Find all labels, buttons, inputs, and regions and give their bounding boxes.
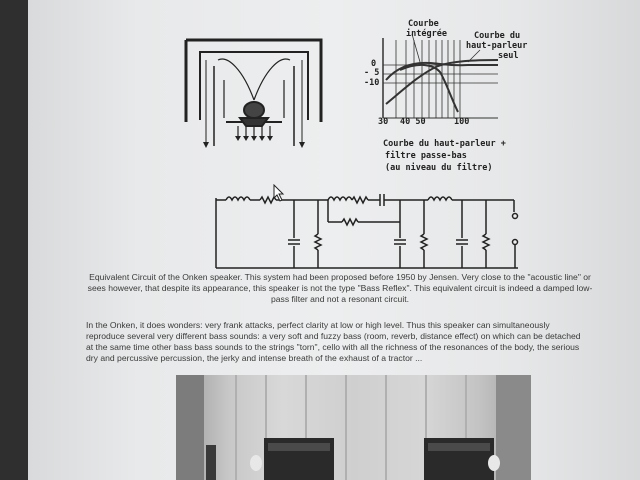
photo-content — [176, 375, 531, 480]
equivalent-circuit — [216, 194, 518, 268]
label-haut-parleur: haut-parleur — [466, 41, 528, 51]
label-filtre-2: filtre passe-bas — [385, 151, 467, 161]
figure-caption: Equivalent Circuit of the Onken speaker. This system had been proposed before 1950 by Jensen. Very close to the "acoustic line" or sees however, that despite its appearance, this speaker is not the type "Bass Reflex". This equivalent circuit is indeed a damped low-pass filter and not a resonant circuit. — [87, 272, 593, 304]
ytick-0: 0 — [371, 59, 377, 69]
ytick-5: - 5 — [364, 68, 380, 78]
onken-speakers-photo — [176, 375, 531, 480]
label-courbe: Courbe — [408, 19, 439, 29]
xtick-100: 100 — [454, 117, 470, 127]
xtick-40-50: 40 50 — [400, 117, 426, 127]
label-seul: seul — [498, 51, 519, 61]
article-paragraph: In the Onken, it does wonders: very frank attacks, perfect clarity at low or high level. Thus this speaker can simultaneously reproduce several very different bass sounds: a very soft and fuzzy bass (room, reverb, distance effect) on which can be detached at the same time other bass bass sounds to the strings "torn", cello with all the richness of the resonances of the body, the serious dry and percussive percussion, the jerky and intense breath of the exhaust of a tractor ... — [86, 320, 581, 363]
onken-figure — [28, 0, 640, 275]
xtick-30: 30 — [378, 117, 389, 127]
graph-labels — [364, 19, 527, 173]
enclosure-diagram — [186, 40, 321, 148]
mouse-cursor-icon — [273, 184, 285, 202]
ytick-10: -10 — [364, 78, 380, 88]
label-filtre-1: Courbe du haut-parleur + — [383, 139, 506, 149]
label-integree: intégrée — [406, 29, 447, 39]
web-page — [28, 0, 640, 480]
label-filtre-3: (au niveau du filtre) — [385, 163, 493, 173]
label-courbe-du: Courbe du — [474, 31, 521, 41]
